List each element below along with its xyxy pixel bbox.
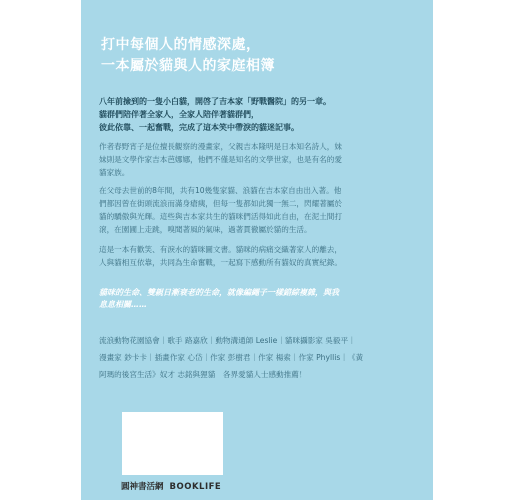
recommenders-line: 阿瑪的後宮生活》奴才 志銘與狸貓 各界愛貓人士感動推薦！ — [99, 370, 307, 379]
quote-line: 息息相關…… — [99, 300, 147, 309]
publisher-brand: BOOKLIFE — [169, 482, 222, 492]
publisher-chinese-name: 圓神書活網 — [121, 482, 164, 492]
paragraph-line: 貓的驕傲與光輝。這些與吉本家共生的貓咪們活得如此自由，在泥土間打 — [99, 212, 342, 221]
paragraph-line: 作者春野宵子是位擅長觀察的漫畫家，父親吉本隆明是日本知名詩人，妹 — [99, 142, 342, 151]
quote-paragraph — [99, 287, 419, 311]
headline-line-2: 一本屬於貓與人的家庭相簿 — [101, 58, 275, 74]
summary-paragraph — [99, 243, 419, 269]
quote-line: 貓咪的生命、雙親日漸衰老的生命，就像編繩子一樣錯綜複雜，與我 — [99, 288, 339, 297]
headline-line-1: 打中每個人的情感深處， — [101, 37, 261, 53]
intro-line: 八年前撿到的一隻小白貓，開啓了吉本家「野戰醫院」的另一章。 — [99, 97, 331, 106]
recommenders-line: 流浪動物花園協會｜歌手 路嘉欣｜動物溝通師 Leslie｜貓咪攝影家 吳毅平｜ — [99, 336, 356, 345]
cover-headline — [101, 35, 421, 77]
paragraph-line: 們都因曾在街頭流浪而滿身瘡痍，但每一隻都如此獨一無二，閃耀著屬於 — [99, 199, 342, 208]
paragraph-line: 妹則是文學作家吉本芭娜娜，他們不僅是知名的文學世家，也是有名的愛 — [99, 155, 342, 164]
paragraph-line: 這是一本有歡笑、有淚水的貓咪圖文書。貓咪的病痛交織著家人的離去， — [99, 245, 342, 254]
recommenders-line: 漫畫家 鈔卡卡｜插畫作家 心岱｜作家 彭樹君｜作家 楊索｜作家 Phyllis｜《黃 — [99, 353, 364, 362]
publisher-logo — [121, 480, 221, 492]
paragraph-line: 貓家族。 — [99, 168, 130, 177]
author-paragraph — [99, 140, 419, 179]
intro-paragraph — [99, 95, 419, 134]
story-paragraph — [99, 184, 419, 236]
paragraph-line: 滾，在園圃上走跳，嗅聞著風的氣味，過著貫徹屬於貓的生活。 — [99, 225, 312, 234]
book-back-cover — [81, 0, 433, 500]
paragraph-line: 在父母去世前的8年間，共有10幾隻家貓、浪貓在吉本家自由出入著。他 — [99, 186, 342, 195]
paragraph-line: 人與貓相互依靠，共同為生命奮戰，一起寫下感動所有貓奴的真實紀錄。 — [99, 258, 342, 267]
barcode-placeholder — [122, 412, 223, 475]
intro-line: 彼此依靠、一起奮戰，完成了這本笑中帶淚的貓迷記事。 — [99, 123, 299, 132]
intro-line: 貓群們陪伴著全家人，全家人陪伴著貓群們， — [99, 110, 259, 119]
recommenders-list — [99, 332, 419, 383]
